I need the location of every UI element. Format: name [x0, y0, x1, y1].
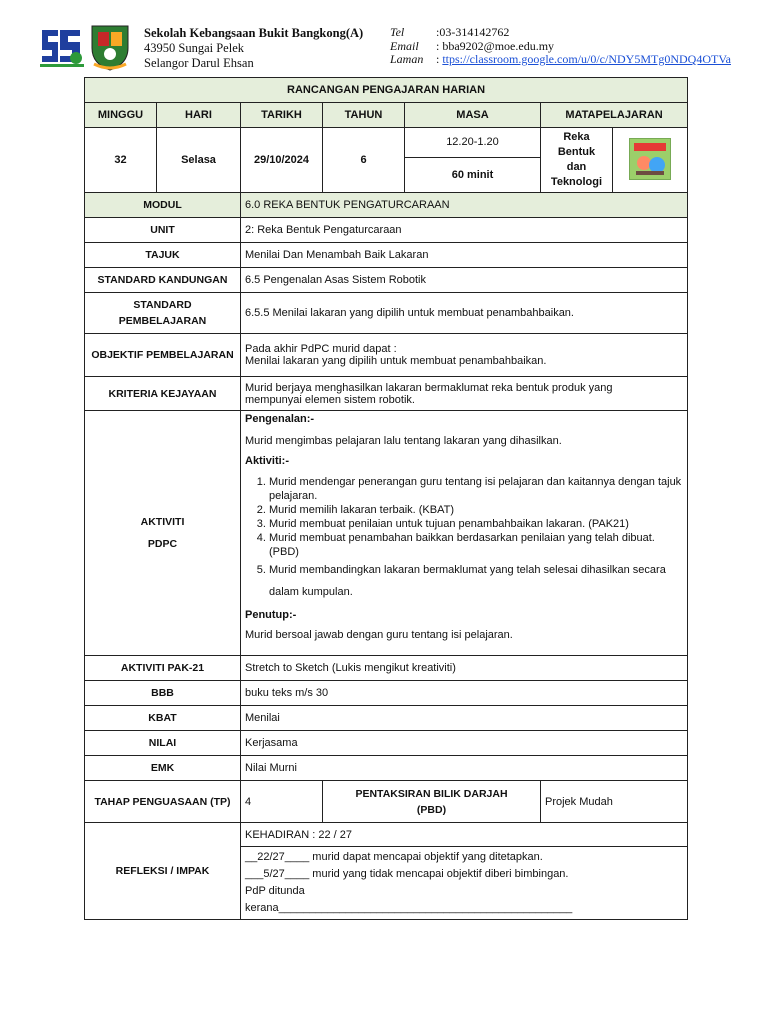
- classroom-link[interactable]: ttps://classroom.google.com/u/0/c/NDY5MTg0NDQ4OTVa: [442, 52, 731, 66]
- textbook-cell: [613, 128, 688, 193]
- tajuk-value: Menilai Dan Menambah Baik Lakaran: [241, 243, 688, 268]
- aktiviti-step: 2. Murid memilih lakaran terbaik. (KBAT): [269, 503, 683, 517]
- bbb-value: buku teks m/s 30: [241, 681, 688, 706]
- durasi-value: 60 minit: [405, 157, 541, 192]
- kbat-value: Menilai: [241, 706, 688, 731]
- kehadiran-value: KEHADIRAN : 22 / 27: [241, 823, 688, 847]
- modul-value: 6.0 REKA BENTUK PENGATURCARAAN: [241, 193, 688, 218]
- table-title: RANCANGAN PENGAJARAN HARIAN: [85, 78, 688, 103]
- laman-separator: :: [436, 52, 443, 66]
- sp-label-line-2: PEMBELAJARAN: [118, 315, 207, 327]
- kriteria-value: [241, 377, 688, 411]
- subject-line-2: Bentuk: [557, 146, 596, 158]
- aktiviti-label-line-1: AKTIVITI: [140, 516, 185, 528]
- school-name: Sekolah Kebangsaan Bukit Bangkong(A): [144, 26, 364, 40]
- pak21-value: Stretch to Sketch (Lukis mengikut kreativiti): [241, 656, 688, 681]
- pbd-label: [323, 781, 541, 823]
- pbd-value: Projek Mudah: [541, 781, 688, 823]
- school-crest-icon: [88, 22, 132, 72]
- pbd-label-line-1: PENTAKSIRAN BILIK DARJAH: [355, 787, 508, 800]
- refleksi-label: REFLEKSI / IMPAK: [85, 823, 241, 920]
- modul-label: MODUL: [85, 193, 241, 218]
- kriteria-line-1: Murid berjaya menghasilkan lakaran bermaklumat reka bentuk produk yang: [245, 381, 613, 394]
- nilai-label: NILAI: [85, 731, 241, 756]
- aktiviti-heading: Aktiviti:-: [245, 455, 289, 467]
- pak21-label: AKTIVITI PAK-21: [85, 656, 241, 681]
- subject-value: [541, 128, 613, 193]
- address-line-1: 43950 Sungai Pelek: [144, 41, 244, 55]
- penutup-text: Murid bersoal jawab dengan guru tentang isi pelajaran.: [245, 629, 513, 641]
- emk-label: EMK: [85, 756, 241, 781]
- objektif-value: [241, 334, 688, 377]
- hari-value: Selasa: [157, 128, 241, 193]
- col-minggu: MINGGU: [85, 103, 157, 128]
- penutup-heading: Penutup:-: [245, 609, 297, 621]
- col-hari: HARI: [157, 103, 241, 128]
- kriteria-label: KRITERIA KEJAYAAN: [85, 377, 241, 411]
- minggu-value: 32: [85, 128, 157, 193]
- pengenalan-text: Murid mengimbas pelajaran lalu tentang lakaran yang dihasilkan.: [245, 435, 562, 447]
- sk-value: 6.5 Pengenalan Asas Sistem Robotik: [241, 268, 688, 293]
- subject-line-3: dan: [566, 161, 587, 173]
- objektif-line-2: Menilai lakaran yang dipilih untuk membuat penambahbaikan.: [245, 355, 547, 367]
- aktiviti-step: 4. Murid membuat penambahan baikkan berdasarkan penilaian yang telah dibuat. (PBD): [269, 531, 683, 559]
- bbb-label: BBB: [85, 681, 241, 706]
- refleksi-line-1: __22/27____ murid dapat mencapai objektif yang ditetapkan.: [245, 851, 543, 863]
- laman-label: Laman: [390, 52, 424, 66]
- aktiviti-step: 3. Murid membuat penilaian untuk tujuan penambahbaikan lakaran. (PAK21): [269, 517, 683, 531]
- sp-label: [85, 293, 241, 334]
- objektif-line-1: Pada akhir PdPC murid dapat :: [245, 343, 397, 355]
- address-line-2: Selangor Darul Ehsan: [144, 56, 254, 70]
- objektif-label: OBJEKTIF PEMBELAJARAN: [85, 334, 241, 377]
- unit-label: UNIT: [85, 218, 241, 243]
- sk-label: STANDARD KANDUNGAN: [85, 268, 241, 293]
- aktiviti-label: [85, 411, 241, 656]
- subject-line-1: Reka: [563, 131, 590, 143]
- school-address: [144, 26, 363, 71]
- email-value: : bba9202@moe.edu.my: [436, 38, 555, 53]
- tel-value: :03-314142762: [436, 25, 510, 39]
- tahun-value: 6: [323, 128, 405, 193]
- letterhead: [36, 22, 736, 78]
- kriteria-line-2: mempunyai elemen sistem robotik.: [245, 393, 415, 406]
- tel-label: Tel: [390, 25, 405, 39]
- ministry-logo-icon: [38, 24, 86, 68]
- sp-value: 6.5.5 Menilai lakaran yang dipilih untuk membuat penambahbaikan.: [241, 293, 688, 334]
- lesson-plan-table: [84, 77, 688, 920]
- unit-value: 2: Reka Bentuk Pengaturcaraan: [241, 218, 688, 243]
- aktiviti-content: [241, 411, 688, 656]
- aktiviti-step: 1. Murid mendengar penerangan guru tentang isi pelajaran dan kaitannya dengan tajuk pelajaran.: [269, 475, 683, 503]
- pbd-label-line-2: (PBD): [416, 803, 447, 816]
- kbat-label: KBAT: [85, 706, 241, 731]
- col-masa: MASA: [405, 103, 541, 128]
- textbook-cover-icon: [629, 138, 671, 180]
- subject-line-4: Teknologi: [550, 176, 603, 188]
- tp-label: TAHAP PENGUASAAN (TP): [85, 781, 241, 823]
- pengenalan-heading: Pengenalan:-: [245, 413, 315, 425]
- tp-value: 4: [241, 781, 323, 823]
- col-tahun: TAHUN: [323, 103, 405, 128]
- refleksi-line-2: ___5/27____ murid yang tidak mencapai objektif diberi bimbingan.: [245, 868, 569, 880]
- tajuk-label: TAJUK: [85, 243, 241, 268]
- col-matapelajaran: MATAPELAJARAN: [541, 103, 688, 128]
- aktiviti-steps: [245, 475, 683, 603]
- contact-block: [390, 26, 731, 67]
- aktiviti-label-line-2: PDPC: [147, 538, 178, 550]
- email-label: Email: [390, 38, 419, 53]
- refleksi-line-4: kerana________________________________________________: [245, 902, 573, 914]
- col-tarikh: TARIKH: [241, 103, 323, 128]
- masa-value: 12.20-1.20: [405, 128, 541, 158]
- refleksi-line-3: PdP ditunda: [245, 885, 305, 897]
- emk-value: Nilai Murni: [241, 756, 688, 781]
- nilai-value: Kerjasama: [241, 731, 688, 756]
- tarikh-value: 29/10/2024: [241, 128, 323, 193]
- refleksi-content: [241, 847, 688, 920]
- aktiviti-step: 5. Murid membandingkan lakaran bermaklumat yang telah selesai dihasilkan secara dalam kumpulan.: [269, 559, 683, 603]
- sp-label-line-1: STANDARD: [133, 299, 192, 311]
